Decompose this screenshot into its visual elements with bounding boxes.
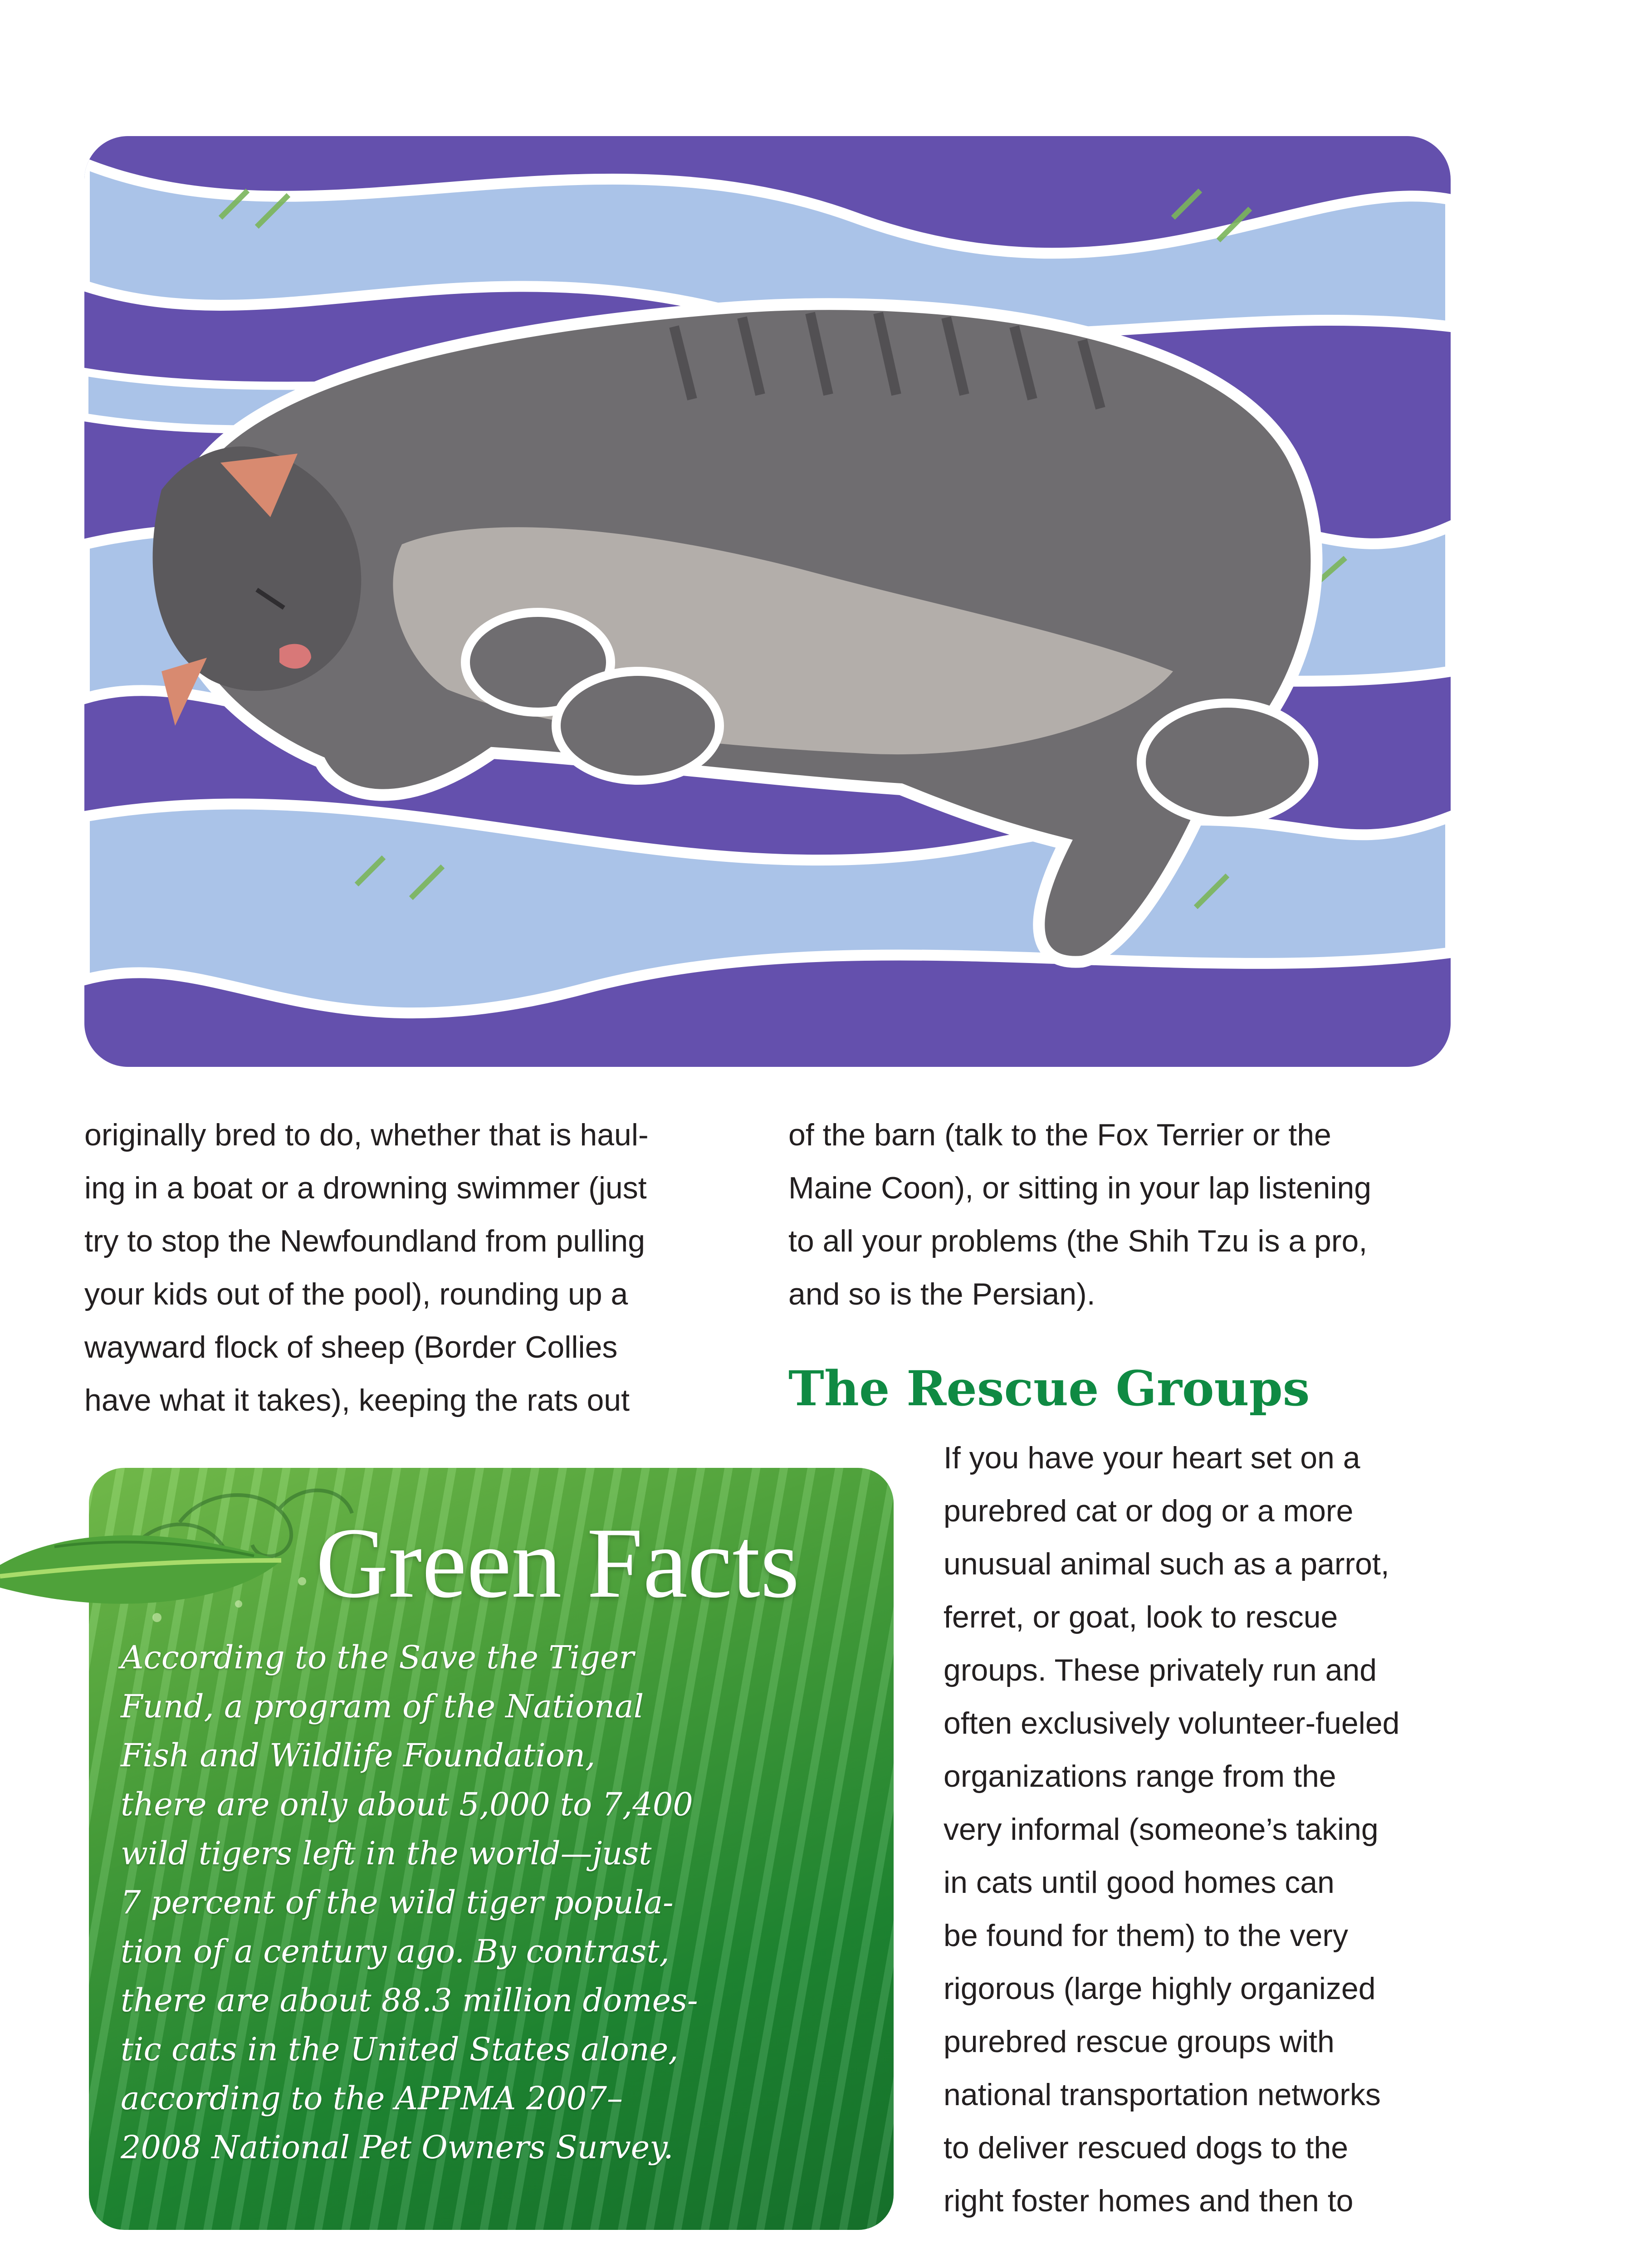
text-line: ing in a boat or a drowning swimmer (just xyxy=(84,1171,647,1205)
text-line: According to the Save the Tiger xyxy=(121,1639,634,1676)
text-line: have what it takes), keeping the rats out xyxy=(84,1383,630,1418)
text-line: and so is the Persian). xyxy=(788,1277,1095,1311)
text-line: rigorous (large highly organized xyxy=(944,1971,1376,2006)
text-line: there are about 88.3 million domes- xyxy=(121,1982,698,2019)
text-line: wild tigers left in the world—just xyxy=(121,1835,652,1872)
text-line: originally bred to do, whether that is haul- xyxy=(84,1118,649,1152)
text-line: ferret, or goat, look to rescue xyxy=(944,1600,1338,1634)
green-facts-text xyxy=(121,1633,874,2172)
text-line: Maine Coon), or sitting in your lap listening xyxy=(788,1171,1372,1205)
body-column-right xyxy=(788,1109,1451,1321)
text-line: be found for them) to the very xyxy=(944,1918,1349,1953)
text-line: try to stop the Newfoundland from pulling xyxy=(84,1224,645,1258)
text-line: purebred rescue groups with xyxy=(944,2024,1335,2059)
text-line: tic cats in the United States alone, xyxy=(121,2031,679,2068)
text-line: there are only about 5,000 to 7,400 xyxy=(121,1786,693,1823)
body-paragraph xyxy=(944,1432,1461,2228)
text-line: 2008 National Pet Owners Survey. xyxy=(121,2129,674,2166)
text-line: organizations range from the xyxy=(944,1759,1336,1794)
text-line: Fund, a program of the National xyxy=(121,1688,644,1725)
text-line: If you have your heart set on a xyxy=(944,1441,1360,1475)
text-line: your kids out of the pool), rounding up a xyxy=(84,1277,628,1311)
text-line: right foster homes and then to xyxy=(944,2184,1354,2218)
text-line: national transportation networks xyxy=(944,2077,1381,2112)
text-line: 7 percent of the wild tiger popula- xyxy=(121,1884,674,1921)
leaf-icon xyxy=(0,1510,327,1637)
text-line: to all your problems (the Shih Tzu is a pro, xyxy=(788,1224,1368,1258)
text-line: unusual animal such as a parrot, xyxy=(944,1547,1389,1581)
text-line: wayward flock of sheep (Border Collies xyxy=(84,1330,618,1364)
text-line: to deliver rescued dogs to the xyxy=(944,2131,1349,2165)
text-line: according to the APPMA 2007– xyxy=(121,2080,623,2117)
text-line: in cats until good homes can xyxy=(944,1865,1335,1900)
section-heading-rescue-groups: The Rescue Groups xyxy=(788,1360,1310,1417)
body-paragraph xyxy=(84,1109,747,1427)
text-line: groups. These privately run and xyxy=(944,1653,1377,1687)
text-line: tion of a century ago. By contrast, xyxy=(121,1933,670,1970)
body-paragraph xyxy=(788,1109,1451,1321)
text-line: very informal (someone’s taking xyxy=(944,1812,1379,1847)
text-line: often exclusively volunteer-fueled xyxy=(944,1706,1400,1740)
cat-illustration xyxy=(84,136,1451,1067)
text-line: Fish and Wildlife Foundation, xyxy=(121,1737,596,1774)
cat-illustration-art xyxy=(84,136,1451,1067)
green-facts-title: Green Facts xyxy=(316,1507,800,1619)
rescue-groups-text xyxy=(944,1432,1461,2228)
text-line: purebred cat or dog or a more xyxy=(944,1494,1354,1528)
text-line: of the barn (talk to the Fox Terrier or the xyxy=(788,1118,1331,1152)
body-column-left xyxy=(84,1109,747,1427)
